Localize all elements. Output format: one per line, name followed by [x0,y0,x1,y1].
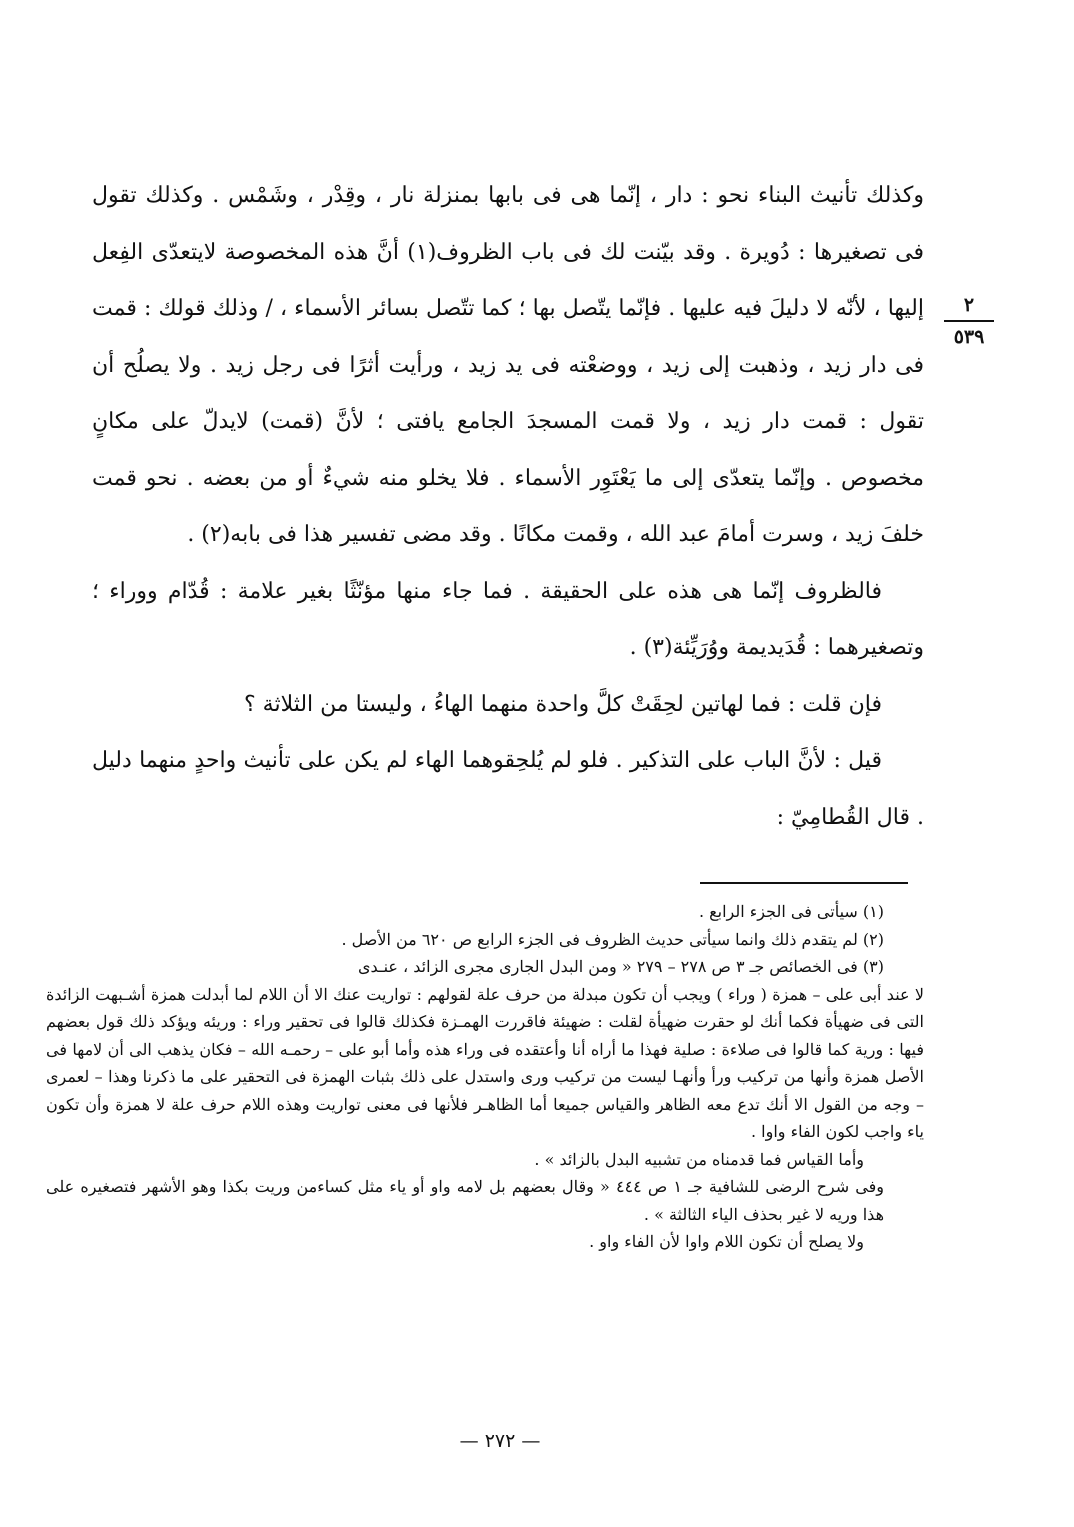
paragraph-4: قيل : لأنَّ الباب على التذكير . فلو لم يُلحِقوهما الهاء لم يكن على تأنيث واحدٍ منهما دليل . قال القُطامِيّ : [92,748,924,830]
margin-volume-number: ٢ [944,292,994,322]
footnote-3-final-line: ولا يصلح أن تكون اللام واوا لأن الفاء واو . [589,1232,864,1251]
footnotes [46,898,924,1256]
page-number: — ٢٧٢ — [459,1430,541,1452]
paragraph-2: فالظروف إنّما هى هذه على الحقيقة . فما جاء منها مؤنّثًا بغير علامة : قُدّام ووراء ؛ وتصغيرهما : قُدَيديمة ووُرَيِّئة(٣) . [92,578,924,660]
margin-folio-number: ٥٣٩ [953,326,985,348]
footnote-3-continuation: لا عند أبى على – همزة ( وراء ) ويجب أن تكون مبدلة من حرف علة لقولهم : تواريت عنك الا أن اللام لما أبدلت همزة أشـبهت الزائدة التى فى ضهيأة فكما أنك لو حقرت ضهيأة لقلت : ضهيئة فاقررت الهمـزة فكذلك قالوا فى تحقير وراء : وريئه ويؤكد ذلك قول بعضهم فيها : ورية كما قالوا فى صلاءة : صلية فهذا ما أراه أنا وأعتقده فى وراء هذه وأما أبو على – رحمـه الله – فكان يذهب الى أن لامها فى الأصل همزة وأنها من تركيب ورأ وأنهـا ليست من تركيب ورى واستدل على ذلك بثبات الهمزة فى التحقير على ما ذكرنا وهذا – لعمرى – وجه من القول الا أنك تدع معه الظاهر والقياس جميعا أما الظاهـر فلأنها فى معنى تواريت وهذه اللام حرف علة لا همزة وأن تكون ياء واجب لكون الفاء واوا . [46,984,924,1141]
footnote-1: (١) سيأتى فى الجزء الرابع . [698,902,884,921]
footnote-3: (٣) فى الخصائص جـ ٣ ص ٢٧٨ – ٢٧٩ « ومن البدل الجارى مجرى الزائد ، عنـدى [357,957,884,976]
main-text [92,168,924,846]
footnote-3-radi-quote: وفى شرح الرضى للشافية جـ ١ ص ٤٤٤ « وقال بعضهم بل لامه واو أو ياء مثل كساءمن وريت بكذا وهو الأشهر فتصغيره على هذا وريه لا غير بحذف الياء الثالثة » . [46,1177,885,1224]
footnote-3-conclusion: وأما القياس فما قدمناه من تشبيه البدل بالزائد » . [534,1149,864,1169]
paragraph-3: فإن قلت : فما لهاتين لحِقَتْ كلَّ واحدة منهما الهاءُ ، وليستا من الثلاثة ؟ [244,691,882,717]
footnote-separator [700,882,908,884]
footnote-2: (٢) لم يتقدم ذلك وانما سيأتى حديث الظروف فى الجزء الرابع ص ٦٢٠ من الأصل . [341,929,884,949]
margin-reference [944,292,994,350]
paragraph-1: وكذلك تأنيث البناء نحو : دار ، إنّما هى فى بابها بمنزلة نار ، وقِدْر ، وشَمْس . وكذلك تقول فى تصغيرها : دُويرة . وقد بيّنت لك فى باب الظروف(١) أنَّ هذه المخصوصة لايتعدّى الفِعل إليها ، لأنّه لا دليلَ فيه عليها . فإنّما يتّصل بها ؛ كما تتّصل بسائر الأسماء ، / وذلك قولك : قمت فى دار زيد ، وذهبت إلى زيد ، ووضعْته فى يد زيد ، ورأيت أثرًا فى رجل زيد . ولا يصلُح أن تقول : قمت دار زيد ، ولا قمت المسجدَ الجامع يافتى ؛ لأنَّ (قمت) لايدلّ على مكانٍ مخصوص . وإنّما يتعدّى إلى ما يَعْتَوِر الأسماء . فلا يخلو منه شيءٌ أو من بعضه . نحو قمت خلفَ زيد ، وسرت أمامَ عبد الله ، وقمت مكانًا . وقد مضى تفسير هذا فى بابه(٢) . [92,183,925,547]
